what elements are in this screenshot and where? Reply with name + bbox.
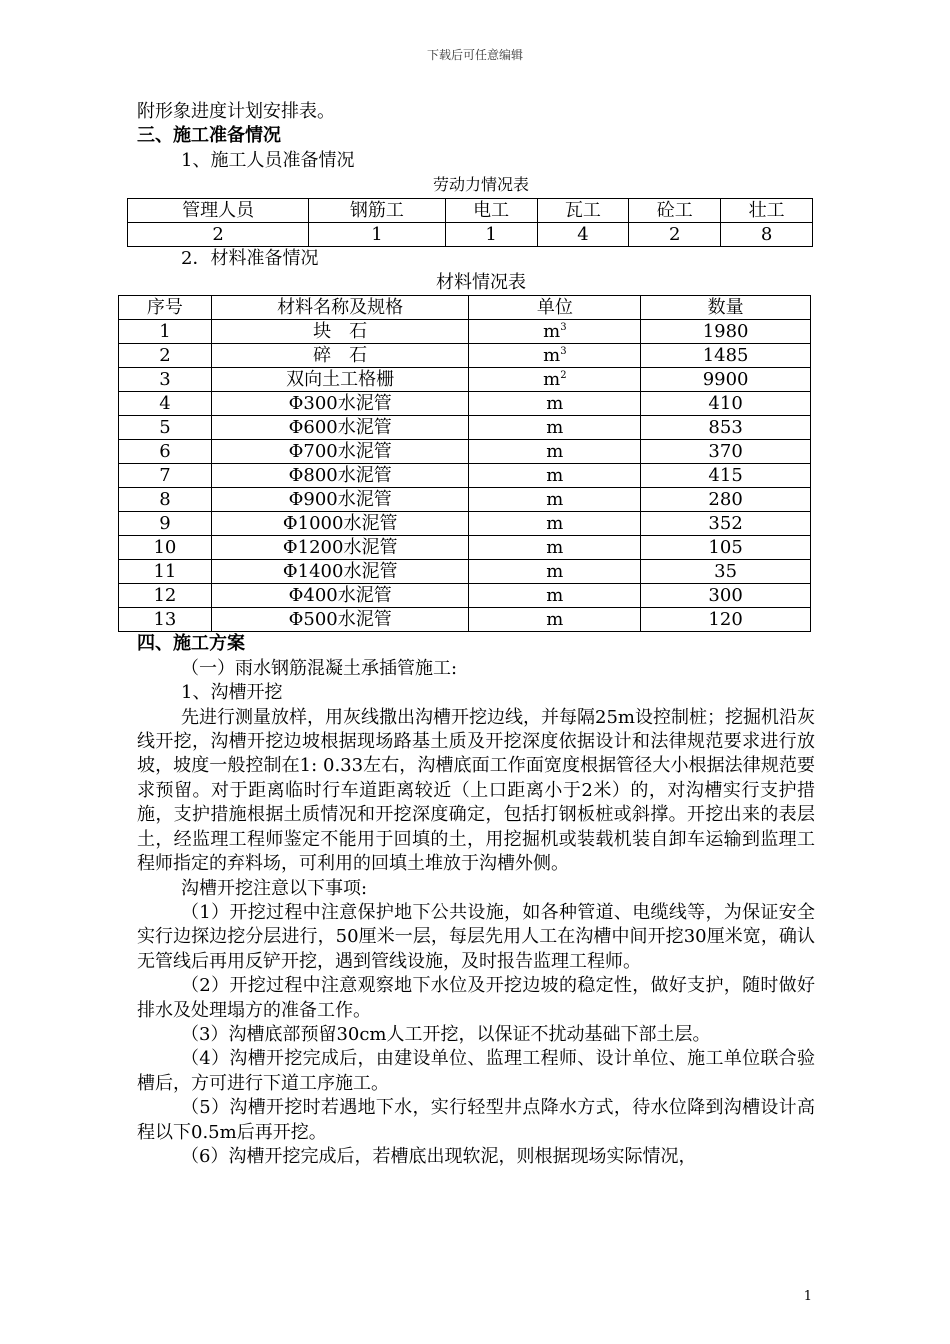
material-name-cell-text: Φ900水泥管 <box>288 489 392 511</box>
material-name-cell-text: 块 石 <box>313 321 368 343</box>
material-unit-cell <box>469 560 641 584</box>
material-unit-cell-text: m <box>543 345 561 367</box>
section3-title: 三、施工准备情况 <box>137 125 281 147</box>
table-row <box>119 560 811 584</box>
material-name-cell-text: Φ400水泥管 <box>288 585 392 607</box>
material-name-cell <box>211 536 469 560</box>
labor-value-row <box>128 222 813 246</box>
material-no-cell-text: 3 <box>159 369 171 391</box>
unit-exponent: 3 <box>560 346 567 358</box>
material-name-cell-text: Φ1000水泥管 <box>282 513 398 535</box>
labor-value-cell: 1 <box>309 222 446 246</box>
labor-header-row <box>128 198 813 222</box>
material-unit-cell <box>469 464 641 488</box>
material-qty-cell-text: 300 <box>708 585 743 607</box>
material-qty-cell-text: 415 <box>708 465 743 487</box>
material-unit-cell-text: m <box>546 465 564 487</box>
material-name-cell <box>211 584 469 608</box>
material-qty-cell-text: 1980 <box>702 321 749 343</box>
unit-exponent: 3 <box>560 322 567 334</box>
material-unit-cell <box>469 368 641 392</box>
material-qty-cell <box>641 560 811 584</box>
labor-header-cell: 壮工 <box>721 198 813 222</box>
table-row <box>119 440 811 464</box>
material-no-cell-text: 11 <box>153 561 177 583</box>
material-name-cell-text: Φ700水泥管 <box>288 441 392 463</box>
material-name-cell-text: Φ500水泥管 <box>288 609 392 631</box>
material-qty-cell-text: 280 <box>708 489 743 511</box>
material-no-cell <box>119 392 212 416</box>
material-no-cell-text: 10 <box>153 537 177 559</box>
material-qty-cell <box>641 440 811 464</box>
material-no-cell <box>119 368 212 392</box>
material-unit-cell <box>469 608 641 632</box>
material-no-cell-text: 1 <box>159 321 171 343</box>
note-2: （2）开挖过程中注意观察地下水位及开挖边坡的稳定性，做好支护，随时做好排水及处理塌方的准备工作。 <box>137 975 815 1021</box>
material-header-row <box>119 296 811 320</box>
material-no-cell <box>119 320 212 344</box>
material-name-cell-text: Φ1400水泥管 <box>282 561 398 583</box>
material-name-cell-text: Φ300水泥管 <box>288 393 392 415</box>
section4-title: 四、施工方案 <box>137 633 245 655</box>
labor-header-cell: 瓦工 <box>537 198 629 222</box>
material-unit-cell <box>469 440 641 464</box>
labor-value-cell: 1 <box>445 222 537 246</box>
table-row <box>119 416 811 440</box>
table-row <box>119 488 811 512</box>
table-row <box>119 392 811 416</box>
table-row <box>119 512 811 536</box>
material-no-cell-text: 6 <box>159 441 171 463</box>
material-qty-cell-text: 9900 <box>702 369 749 391</box>
labor-header-cell: 砼工 <box>629 198 721 222</box>
material-unit-cell <box>469 416 641 440</box>
material-qty-cell <box>641 392 811 416</box>
material-no-cell <box>119 536 212 560</box>
material-unit-cell <box>469 344 641 368</box>
notes-title: 沟槽开挖注意以下事项: <box>181 877 368 899</box>
material-no-cell <box>119 608 212 632</box>
material-unit-cell-text: m <box>546 513 564 535</box>
material-unit-cell <box>469 584 641 608</box>
material-unit-cell <box>469 320 641 344</box>
note-3: （3）沟槽底部预留30cm人工开挖，以保证不扰动基础下部土层。 <box>181 1023 711 1045</box>
material-qty-cell <box>641 344 811 368</box>
table-row <box>119 344 811 368</box>
table-row <box>119 368 811 392</box>
material-name-cell-text: Φ600水泥管 <box>288 417 392 439</box>
material-no-cell-text: 12 <box>153 585 177 607</box>
material-name-cell <box>211 416 469 440</box>
main-paragraph: 先进行测量放样，用灰线撒出沟槽开挖边线，并每隔25m设控制桩；挖掘机沿灰线开挖，沟槽开挖边坡根据现场路基土质及开挖深度依据设计和法律规范要求进行放坡，坡度一般控制在1: 0.33左右，沟槽底面工作面宽度根据管径大小根据法律规范要求预留。对于距离临时行车道距离较近（上口距离小于2米）的，对沟槽实行支护措施，支护措施根据土质情况和开挖深度确定，包括打钢板桩或斜撑。开挖出来的表层土，经监理工程师鉴定不能用于回填的土，用挖掘机或装载机装自卸车运输到监理工程师指定的弃料场，可利用的回填土堆放于沟槽外侧。 <box>137 706 815 875</box>
table-row <box>119 584 811 608</box>
material-unit-cell <box>469 536 641 560</box>
material-qty-cell-text: 1485 <box>702 345 749 367</box>
material-no-cell <box>119 440 212 464</box>
material-name-cell <box>211 344 469 368</box>
material-name-cell-text: Φ1200水泥管 <box>282 537 398 559</box>
material-no-cell <box>119 584 212 608</box>
labor-value-cell: 2 <box>128 222 309 246</box>
material-table <box>118 295 811 632</box>
material-qty-cell <box>641 512 811 536</box>
material-qty-cell-text: 352 <box>708 513 743 535</box>
material-qty-cell <box>641 416 811 440</box>
material-name-cell <box>211 368 469 392</box>
material-qty-cell <box>641 584 811 608</box>
material-no-cell-text: 7 <box>159 465 171 487</box>
material-qty-cell <box>641 488 811 512</box>
labor-value-cell: 8 <box>721 222 813 246</box>
material-unit-cell-text: m <box>543 369 561 391</box>
unit-exponent: 2 <box>560 370 567 382</box>
material-name-cell <box>211 560 469 584</box>
material-no-cell <box>119 560 212 584</box>
labor-caption: 劳动力情况表 <box>432 175 529 195</box>
material-no-cell-text: 4 <box>159 393 171 415</box>
table-row <box>119 464 811 488</box>
sub2-title: 2．材料准备情况 <box>181 247 319 269</box>
material-name-cell <box>211 512 469 536</box>
material-no-cell <box>119 416 212 440</box>
material-name-cell-text: 碎 石 <box>313 345 368 367</box>
labor-table <box>127 198 813 247</box>
material-no-cell <box>119 464 212 488</box>
note-5: （5）沟槽开挖时若遇地下水，实行轻型井点降水方式，待水位降到沟槽设计高程以下0.5m后再开挖。 <box>137 1097 815 1143</box>
material-unit-cell <box>469 512 641 536</box>
material-header-cell: 单位 <box>469 296 641 320</box>
material-no-cell-text: 5 <box>159 417 171 439</box>
table-row <box>119 536 811 560</box>
labor-header-cell: 钢筋工 <box>309 198 446 222</box>
material-no-cell <box>119 488 212 512</box>
material-no-cell-text: 8 <box>159 489 171 511</box>
page-header: 下载后可任意编辑 <box>426 48 523 62</box>
material-name-cell <box>211 464 469 488</box>
material-no-cell-text: 9 <box>159 513 171 535</box>
sub-a-title: （一）雨水钢筋混凝土承插管施工: <box>181 657 458 679</box>
material-qty-cell-text: 853 <box>708 417 743 439</box>
material-unit-cell-text: m <box>546 561 564 583</box>
note-6: （6）沟槽开挖完成后，若槽底出现软泥，则根据现场实际情况， <box>181 1145 697 1167</box>
material-caption: 材料情况表 <box>436 272 526 294</box>
material-unit-cell-text: m <box>546 537 564 559</box>
material-unit-cell-text: m <box>546 393 564 415</box>
material-qty-cell <box>641 320 811 344</box>
material-qty-cell <box>641 536 811 560</box>
material-unit-cell <box>469 392 641 416</box>
sub-a1-title: 1、沟槽开挖 <box>181 682 283 704</box>
sub1-title: 1、施工人员准备情况 <box>181 149 355 171</box>
document-body <box>137 100 815 1169</box>
material-qty-cell-text: 120 <box>708 609 743 631</box>
material-name-cell-text: 双向土工格栅 <box>286 369 395 391</box>
labor-value-cell: 4 <box>537 222 629 246</box>
material-qty-cell-text: 35 <box>714 561 738 583</box>
material-name-cell <box>211 608 469 632</box>
material-header-cell: 材料名称及规格 <box>211 296 469 320</box>
labor-header-cell: 管理人员 <box>128 198 309 222</box>
intro-line: 附形象进度计划安排表。 <box>137 101 335 122</box>
material-unit-cell-text: m <box>543 321 561 343</box>
labor-value-cell: 2 <box>629 222 721 246</box>
material-unit-cell-text: m <box>546 417 564 439</box>
note-1: （1）开挖过程中注意保护地下公共设施，如各种管道、电缆线等，为保证安全实行边探边挖分层进行，50厘米一层，每层先用人工在沟槽中间开挖30厘米宽，确认无管线后再用反铲开挖，遇到管线设施，及时报告监理工程师。 <box>137 901 815 972</box>
material-unit-cell-text: m <box>546 441 564 463</box>
table-row <box>119 320 811 344</box>
material-no-cell-text: 2 <box>159 345 171 367</box>
material-unit-cell <box>469 488 641 512</box>
material-name-cell-text: Φ800水泥管 <box>288 465 392 487</box>
page-number: 1 <box>803 1289 812 1304</box>
material-header-cell: 序号 <box>119 296 212 320</box>
material-unit-cell-text: m <box>546 585 564 607</box>
material-qty-cell <box>641 608 811 632</box>
material-qty-cell-text: 410 <box>708 393 743 415</box>
material-name-cell <box>211 392 469 416</box>
material-name-cell <box>211 440 469 464</box>
material-unit-cell-text: m <box>546 609 564 631</box>
note-4: （4）沟槽开挖完成后，由建设单位、监理工程师、设计单位、施工单位联合验槽后，方可进行下道工序施工。 <box>137 1048 815 1094</box>
table-row <box>119 608 811 632</box>
material-qty-cell <box>641 368 811 392</box>
material-no-cell <box>119 344 212 368</box>
material-header-cell: 数量 <box>641 296 811 320</box>
material-qty-cell-text: 370 <box>708 441 743 463</box>
material-qty-cell <box>641 464 811 488</box>
material-unit-cell-text: m <box>546 489 564 511</box>
material-no-cell <box>119 512 212 536</box>
material-name-cell <box>211 320 469 344</box>
labor-header-cell: 电工 <box>445 198 537 222</box>
material-table-body <box>119 320 811 632</box>
material-name-cell <box>211 488 469 512</box>
material-no-cell-text: 13 <box>153 609 177 631</box>
material-qty-cell-text: 105 <box>708 537 743 559</box>
